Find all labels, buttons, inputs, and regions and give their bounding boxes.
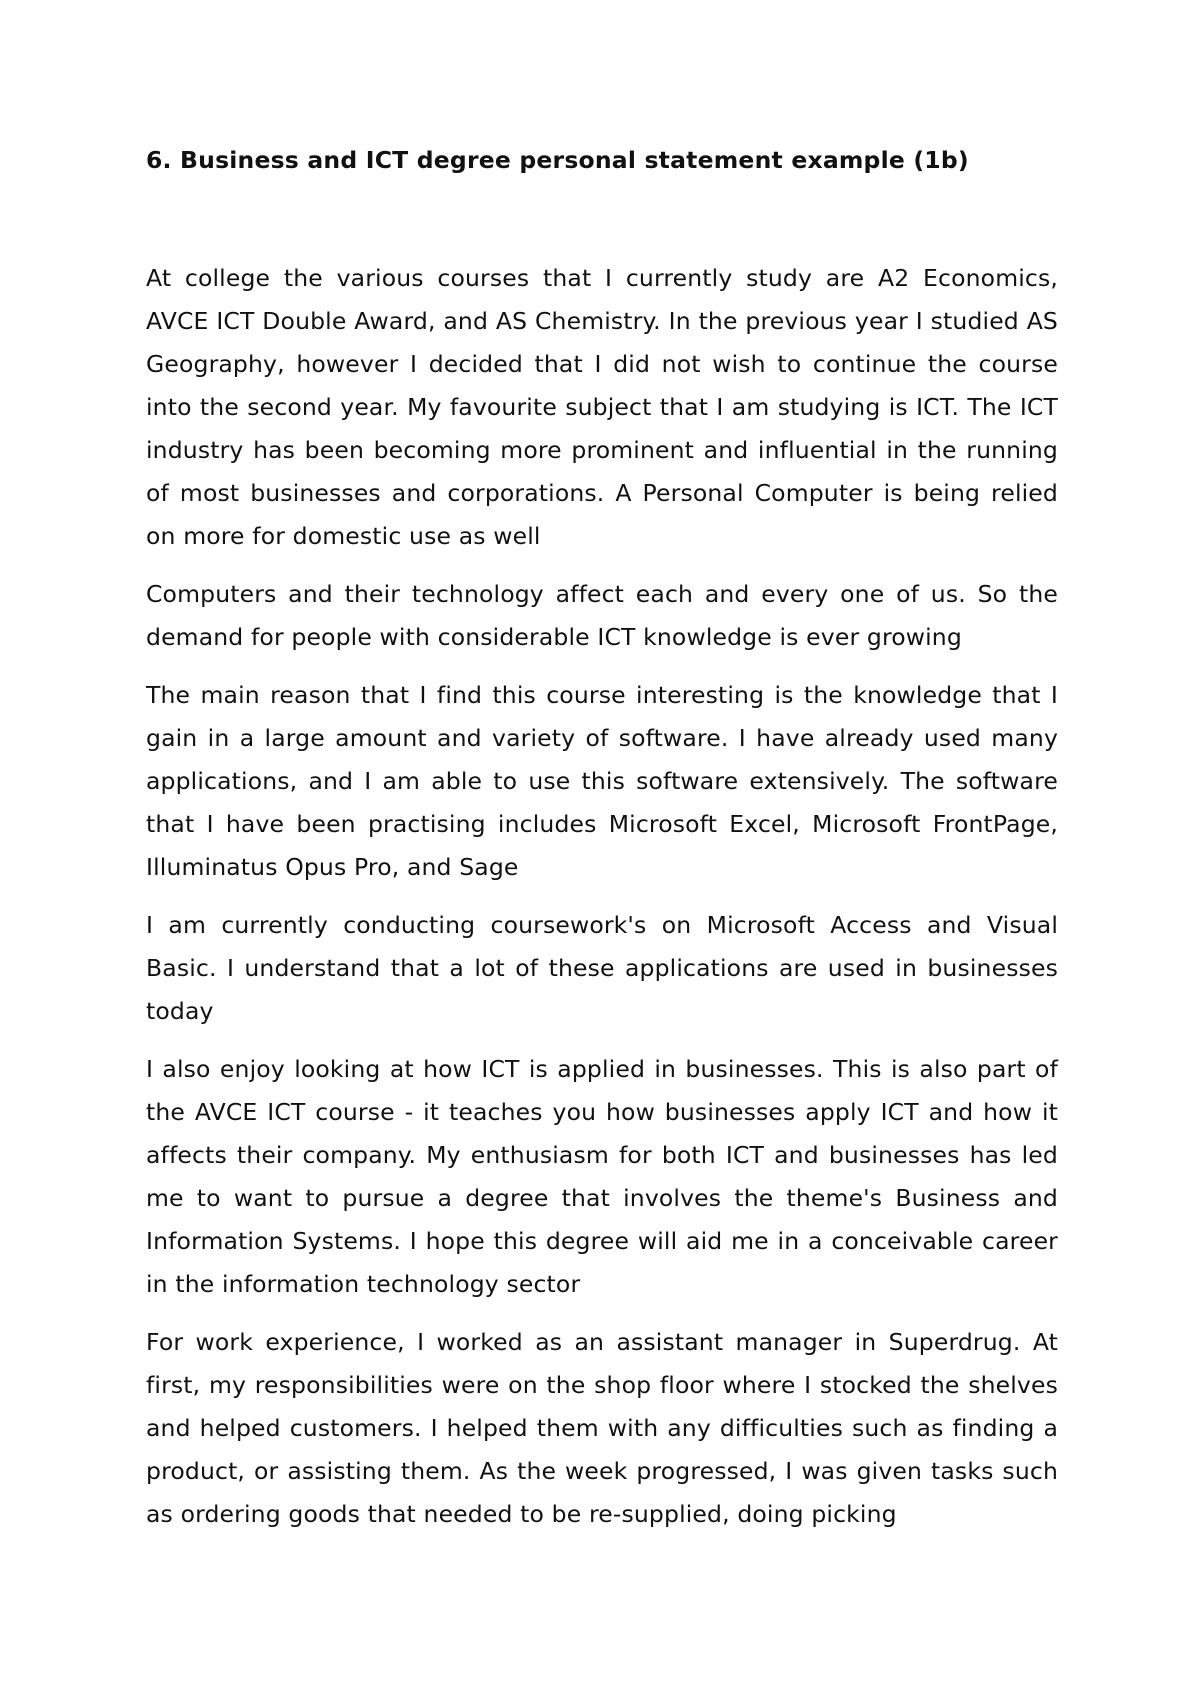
paragraph-work-experience: For work experience, I worked as an assistant manager in Superdrug. At first, my responsibilities were on the shop floor where I stocked the shelves and helped customers. I helped them with any difficulties such as finding a product, or assisting them. As the week progressed, I was given tasks such as ordering goods that needed to be re-supplied, doing picking — [146, 1328, 1058, 1528]
paragraph-computers: Computers and their technology affect each and every one of us. So the demand for people with considerable ICT knowledge is ever growing — [146, 580, 1058, 651]
paragraph-software: The main reason that I find this course interesting is the knowledge that I gain in a large amount and variety of software. I have already used many applications, and I am able to use this software extensively. The software that I have been practising includes Microsoft Excel, Microsoft FrontPage, Illuminatus Opus Pro, and Sage — [146, 681, 1058, 881]
paragraph-businesses: I also enjoy looking at how ICT is applied in businesses. This is also part of the AVCE ICT course - it teaches you how businesses apply ICT and how it affects their company. My enthusiasm for both ICT and businesses has led me to want to pursue a degree that involves the theme's Business and Information Systems. I hope this degree will aid me in a conceivable career in the information technology sector — [146, 1055, 1058, 1298]
title-spacer — [146, 182, 1058, 257]
paragraph-coursework: I am currently conducting coursework's on Microsoft Access and Visual Basic. I understand that a lot of these applications are used in businesses today — [146, 911, 1058, 1025]
document-title: 6. Business and ICT degree personal statement example (1b) — [146, 146, 969, 174]
paragraph-courses: At college the various courses that I currently study are A2 Economics, AVCE ICT Double Award, and AS Chemistry. In the previous year I studied AS Geography, however I decided that I did not wish to continue the course into the second year. My favourite subject that I am studying is ICT. The ICT industry has been becoming more prominent and influential in the running of most businesses and corporations. A Personal Computer is being relied on more for domestic use as well — [146, 264, 1058, 550]
document-body — [146, 138, 1058, 1536]
